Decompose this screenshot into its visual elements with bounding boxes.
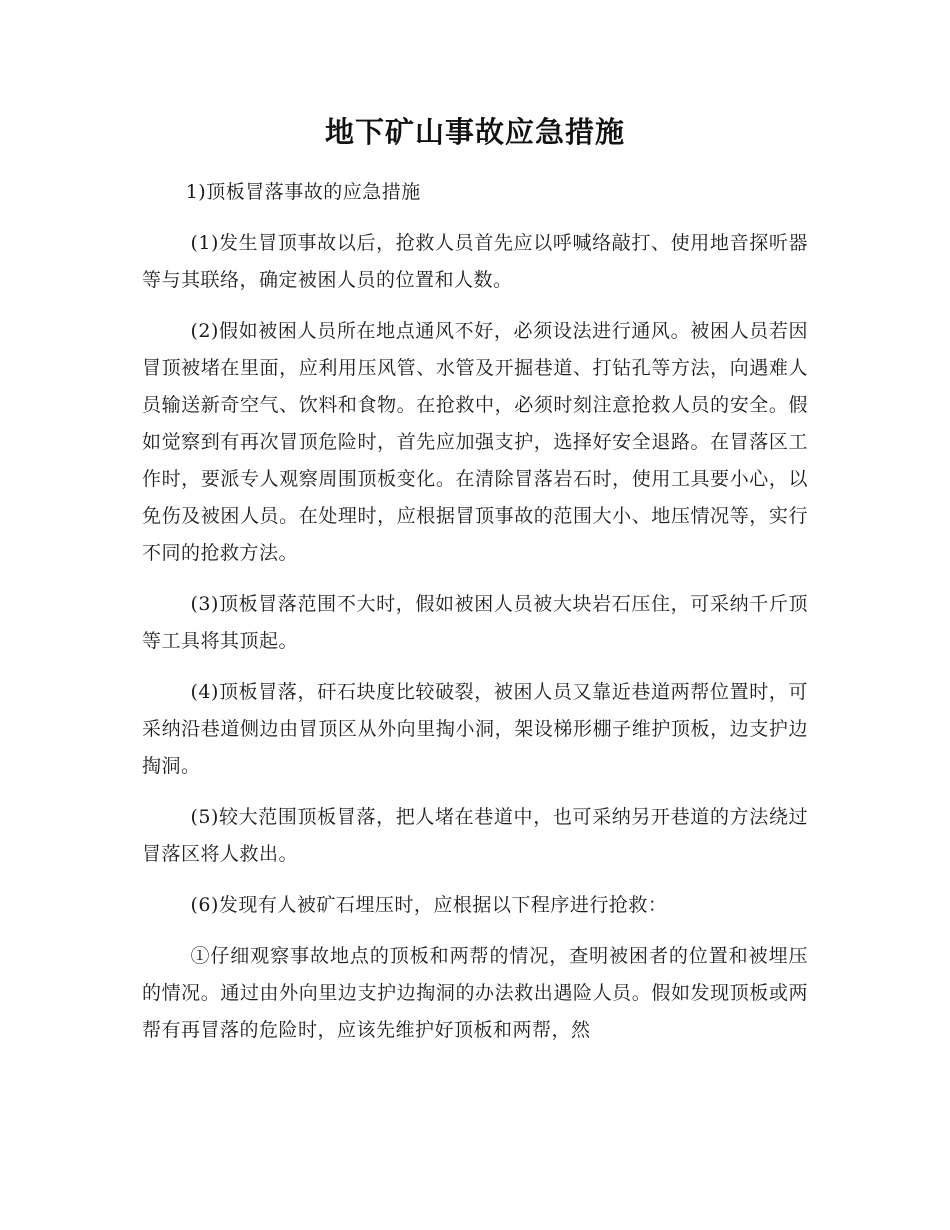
paragraph-5: (5)较大范围顶板冒落，把人堵在巷道中，也可采纳另开巷道的方法绕过冒落区将人救出。 [142,806,808,865]
paragraph-3: (3)顶板冒落范围不大时，假如被困人员被大块岩石压住，可采纳千斤顶等工具将其顶起。 [142,593,808,652]
section-heading: 1)顶板冒落事故的应急措施 [185,181,421,203]
paragraph-4: (4)顶板冒落，矸石块度比较破裂，被困人员又靠近巷道两帮位置时，可采纳沿巷道侧边由冒顶区从外向里掏小洞，架设梯形棚子维护顶板，边支护边掏洞。 [142,681,808,777]
paragraph-7: ①仔细观察事故地点的顶板和两帮的情况，查明被困者的位置和被埋压的情况。通过由外向里边支护边掏洞的办法救出遇险人员。假如发现顶板或两帮有再冒落的危险时，应该先维护好顶板和两帮，然 [142,945,808,1041]
document-title: 地下矿山事故应急措施 [324,115,625,149]
paragraph-2: (2)假如被困人员所在地点通风不好，必须设法进行通风。被困人员若因冒顶被堵在里面，应利用压风管、水管及开掘巷道、打钻孔等方法，向遇难人员输送新奇空气、饮料和食物。在抢救中，必须时刻注意抢救人员的安全。假如觉察到有再次冒顶危险时，首先应加强支护，选择好安全退路。在冒落区工作时，要派专人观察周围顶板变化。在清除冒落岩石时，使用工具要小心，以免伤及被困人员。在处理时，应根据冒顶事故的范围大小、地压情况等，实行不同的抢救方法。 [142,320,808,564]
paragraph-6: (6)发现有人被矿石埋压时，应根据以下程序进行抢救： [190,894,668,916]
paragraph-1: (1)发生冒顶事故以后，抢救人员首先应以呼喊络敲打、使用地音探听器等与其联络，确定被困人员的位置和人数。 [142,232,808,291]
